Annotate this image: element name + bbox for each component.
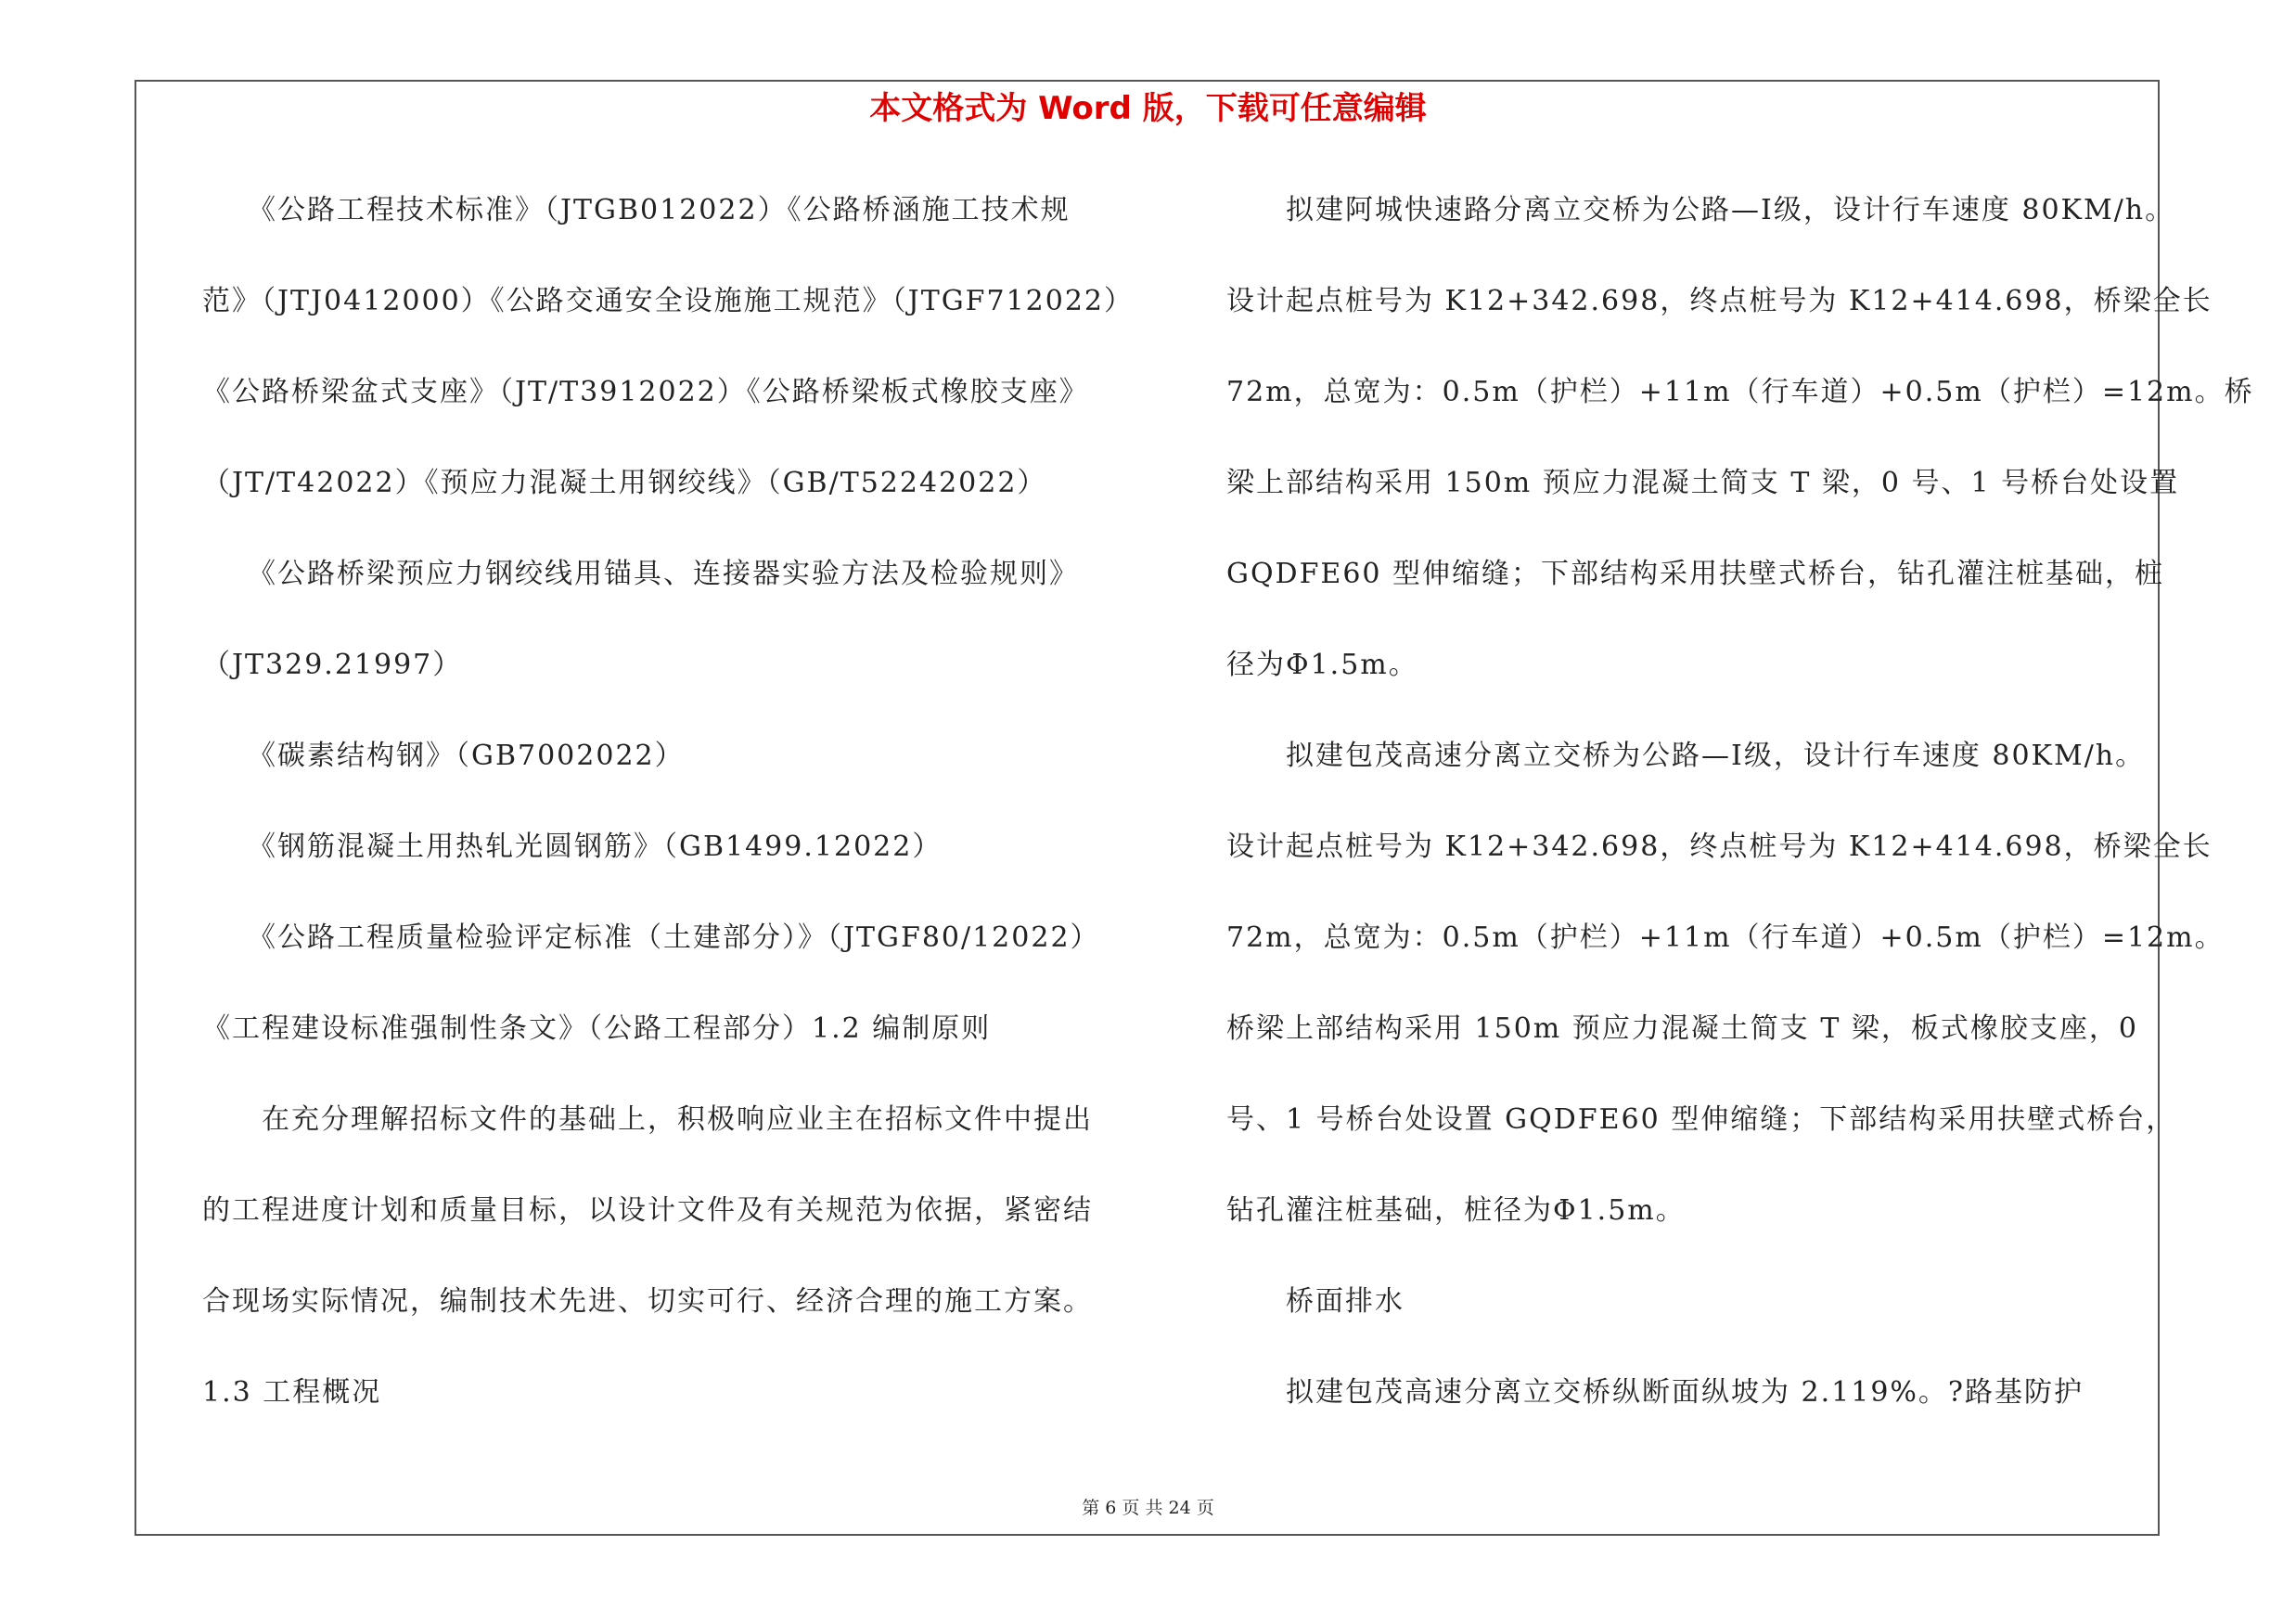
left-line: （JT329.21997） bbox=[202, 649, 463, 681]
left-line: 的工程进度计划和质量目标，以设计文件及有关规范为依据，紧密结 bbox=[202, 1194, 1093, 1227]
left-line: 《公路工程质量检验评定标准（土建部分）》（JTGF80/12022） bbox=[202, 921, 1100, 954]
right-line: 72m，总宽为：0.5m（护栏）+11m（行车道）+0.5m（护栏）=12m。桥 bbox=[1226, 376, 2254, 408]
right-line: 设计起点桩号为 K12+342.698，终点桩号为 K12+414.698，桥梁全长 bbox=[1226, 285, 2213, 317]
word-format-banner: 本文格式为 Word 版，下载可任意编辑 bbox=[869, 90, 1427, 127]
left-line: 《公路工程技术标准》（JTGB012022）《公路桥涵施工技术规 bbox=[202, 194, 1071, 226]
right-line: 72m，总宽为：0.5m（护栏）+11m（行车道）+0.5m（护栏）=12m。 bbox=[1226, 921, 2225, 954]
right-line: 梁上部结构采用 150m 预应力混凝土简支 T 梁，0 号、1 号桥台处设置 bbox=[1226, 467, 2180, 499]
left-line: 范》（JTJ0412000）《公路交通安全设施施工规范》（JTGF712022） bbox=[202, 285, 1135, 317]
page-number-footer: 第 6 页 共 24 页 bbox=[1082, 1498, 1214, 1518]
left-line: 《碳素结构钢》（GB7002022） bbox=[202, 740, 685, 772]
right-line: 拟建包茂高速分离立交桥纵断面纵坡为 2.119%。?路基防护 bbox=[1226, 1376, 2084, 1409]
left-line: 《公路桥梁盆式支座》（JT/T3912022）《公路桥梁板式橡胶支座》 bbox=[202, 376, 1089, 408]
left-column bbox=[202, 182, 1148, 1455]
left-line: 《公路桥梁预应力钢绞线用锚具、连接器实验方法及检验规则》 bbox=[202, 558, 1079, 590]
section-heading-drainage: 桥面排水 bbox=[1226, 1285, 1405, 1318]
right-line: 号、1 号桥台处设置 GQDFE60 型伸缩缝；下部结构采用扶壁式桥台， bbox=[1226, 1103, 2176, 1136]
right-line: 设计起点桩号为 K12+342.698，终点桩号为 K12+414.698，桥梁全长 bbox=[1226, 831, 2213, 863]
right-line: 拟建包茂高速分离立交桥为公路—Ⅰ级，设计行车速度 80KM/h。 bbox=[1226, 740, 2146, 772]
section-heading-1-3: 1.3 工程概况 bbox=[202, 1376, 382, 1409]
right-line: 拟建阿城快速路分离立交桥为公路—Ⅰ级，设计行车速度 80KM/h。 bbox=[1226, 194, 2175, 226]
right-line: 钻孔灌注桩基础，桩径为Φ1.5m。 bbox=[1226, 1194, 1686, 1227]
left-line: 在充分理解招标文件的基础上，积极响应业主在招标文件中提出 bbox=[202, 1103, 1093, 1136]
right-line: 径为Φ1.5m。 bbox=[1226, 649, 1418, 681]
left-line: 《钢筋混凝土用热轧光圆钢筋》（GB1499.12022） bbox=[202, 831, 943, 863]
right-line: GQDFE60 型伸缩缝；下部结构采用扶壁式桥台，钻孔灌注桩基础，桩 bbox=[1226, 558, 2165, 590]
left-line: （JT/T42022）《预应力混凝土用钢绞线》（GB/T52242022） bbox=[202, 467, 1047, 499]
right-column bbox=[1226, 182, 2254, 1455]
left-line: 《工程建设标准强制性条文》（公路工程部分）1.2 编制原则 bbox=[202, 1012, 992, 1045]
right-line: 桥梁上部结构采用 150m 预应力混凝土简支 T 梁，板式橡胶支座，0 bbox=[1226, 1012, 2138, 1045]
left-line: 合现场实际情况，编制技术先进、切实可行、经济合理的施工方案。 bbox=[202, 1285, 1093, 1318]
